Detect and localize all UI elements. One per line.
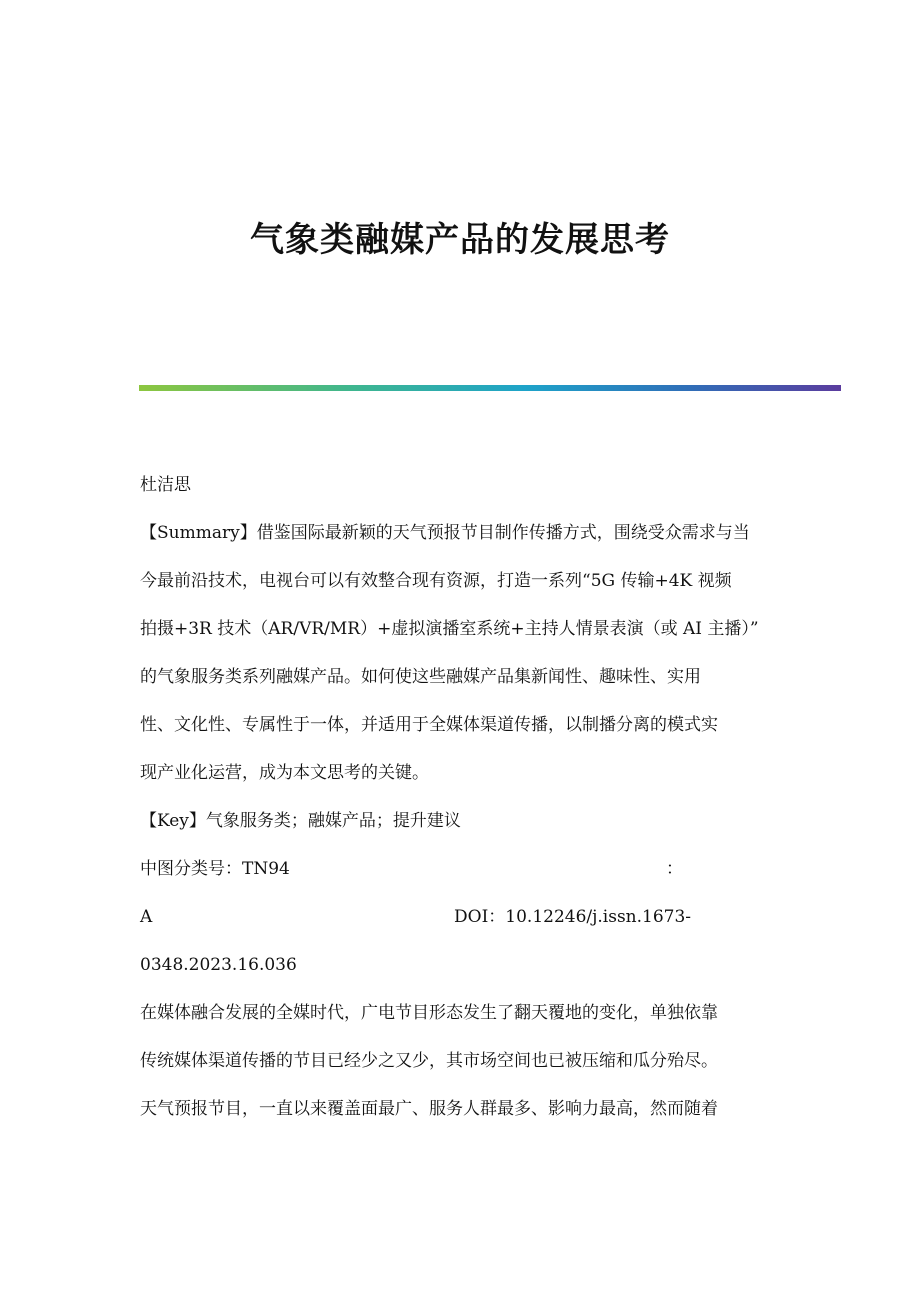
doi-row [140,898,780,946]
classification-row [140,850,780,898]
body-line: 天气预报节目，一直以来覆盖面最广、服务人群最多、影响力最高，然而随着 [140,1099,718,1119]
author-name: 杜洁思 [140,475,191,495]
article-content [140,466,780,1138]
body-paragraph [140,994,780,1138]
gradient-divider [139,385,841,391]
doi-continuation: 0348.2023.16.036 [140,955,297,975]
body-line: 在媒体融合发展的全媒时代，广电节目形态发生了翻天覆地的变化，单独依靠 [140,1003,718,1023]
keywords: 【Key】气象服务类；融媒产品；提升建议 [140,811,461,831]
article-title: 气象类融媒产品的发展思考 [250,220,670,260]
document-code: A [140,907,153,927]
abstract-line: 性、文化性、专属性于一体，并适用于全媒体渠道传播，以制播分离的模式实 [140,715,718,735]
classification-number: 中图分类号：TN94 [140,859,290,879]
doi-label: DOI：10.12246/j.issn.1673- [454,907,692,927]
abstract-line: 现产业化运营，成为本文思考的关键。 [140,763,429,783]
abstract-block [140,514,780,802]
abstract-line: 今最前沿技术，电视台可以有效整合现有资源，打造一系列“5G 传输+4K 视频 [140,571,732,591]
abstract-line: 拍摄+3R 技术（AR/VR/MR）+虚拟演播室系统+主持人情景表演（或 AI 主播）” [140,619,759,639]
classification-colon: ： [666,859,683,879]
abstract-line: 的气象服务类系列融媒产品。如何使这些融媒产品集新闻性、趣味性、实用 [140,667,701,687]
abstract-line: 【Summary】借鉴国际最新颖的天气预报节目制作传播方式，围绕受众需求与当 [140,523,750,543]
body-line: 传统媒体渠道传播的节目已经少之又少，其市场空间也已被压缩和瓜分殆尽。 [140,1051,718,1071]
